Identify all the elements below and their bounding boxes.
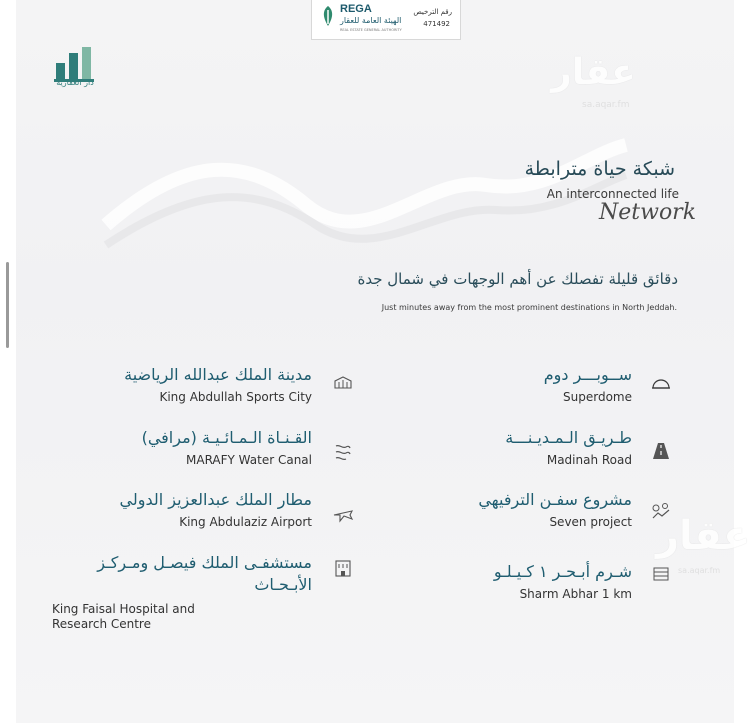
destination-item — [392, 562, 632, 602]
destination-arabic: مدينة الملك عبدالله الرياضية — [124, 365, 312, 384]
airplane-icon — [332, 503, 354, 525]
decorative-wave — [106, 115, 626, 255]
destination-item — [392, 365, 632, 405]
destination-english: Madinah Road — [546, 453, 632, 467]
destination-arabic: مستشفـى الملك فيصـل ومـركـز الأبـحـاث — [97, 553, 312, 594]
rega-logo-icon — [318, 4, 338, 28]
destination-arabic: شـرم أبـحـر ١ كـيـلـو — [493, 562, 632, 581]
destination-english: King Faisal Hospital and Research Centre — [52, 602, 195, 631]
destination-english: Superdome — [563, 390, 632, 404]
tagline-english: Just minutes away from the most prominent destinations in North Jeddah. — [381, 303, 677, 312]
destination-item — [392, 428, 632, 468]
tagline-arabic: دقائق قليلة تفصلك عن أهم الوجهات في شمال جدة — [357, 270, 678, 288]
destination-english: Seven project — [549, 515, 632, 529]
developer-logo-text: دار العقارية — [56, 78, 94, 87]
aqar-watermark: عقار — [551, 52, 636, 93]
rega-badge — [311, 0, 461, 40]
destination-english: Sharm Abhar 1 km — [519, 587, 632, 601]
destination-arabic: القـنـاة الـمـائـيـة (مرافي) — [141, 428, 312, 447]
aqar-watermark-url: sa.aqar.fm — [582, 100, 630, 110]
destination-english: King Abdulaziz Airport — [179, 515, 312, 529]
destination-english: King Abdullah Sports City — [159, 390, 312, 404]
beach-icon — [650, 562, 672, 584]
destination-item — [392, 490, 632, 530]
destination-english: MARAFY Water Canal — [186, 453, 312, 467]
scroll-indicator[interactable] — [6, 262, 9, 348]
canal-icon — [332, 440, 354, 462]
heading-english: An interconnected life — [546, 187, 679, 201]
destination-arabic: طـريـق الـمـديـنـــة — [505, 428, 632, 447]
dome-icon — [650, 372, 672, 394]
rega-name: REGA — [340, 3, 372, 15]
aqar-watermark-url: sa.aqar.fm — [678, 566, 721, 575]
destination-arabic: مطار الملك عبدالعزيز الدولي — [119, 490, 312, 509]
road-icon — [650, 440, 672, 462]
heading-arabic: شبكة حياة مترابطة — [524, 158, 675, 180]
brochure-card — [16, 0, 750, 723]
hospital-icon — [332, 557, 354, 579]
destination-item — [52, 365, 312, 405]
destination-arabic: مشروع سفـن الترفيهي — [478, 490, 632, 509]
aqar-watermark: عقار — [656, 513, 750, 559]
destination-item — [52, 490, 312, 530]
heading-script: Network — [599, 200, 697, 225]
destination-item — [52, 428, 312, 468]
stadium-icon — [332, 372, 354, 394]
destination-item — [52, 552, 312, 632]
license-number: 471492 — [423, 20, 450, 28]
rega-english-name: REAL ESTATE GENERAL AUTHORITY — [340, 28, 402, 32]
rega-arabic-name: الهيئة العامة للعقار — [340, 16, 402, 25]
license-label: رقم الترخيص — [413, 8, 452, 16]
destination-arabic: ســوبـــر دوم — [543, 365, 632, 384]
